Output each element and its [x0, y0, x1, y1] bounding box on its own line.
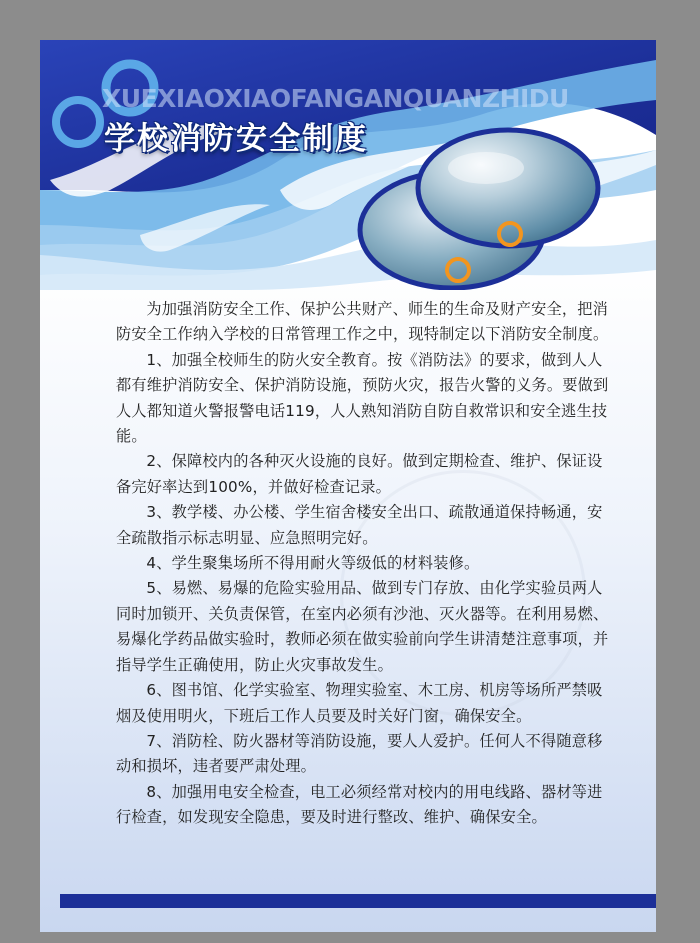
- rule-paragraph-7: 7、消防栓、防火器材等消防设施，要人人爱护。任何人不得随意移动和损坏，违者要严肃处理。: [116, 731, 603, 776]
- poster: [40, 40, 656, 932]
- bottom-bar: [60, 894, 656, 908]
- rule-paragraph-1: 1、加强全校师生的防火安全教育。按《消防法》的要求，做到人人都有维护消防安全、保护消防设施，预防火灾，报告火警的义务。要做到人人都知道火警报警电话119，人人熟知消防自防自救常识和安全逃生技能。: [116, 350, 609, 446]
- rule-paragraph-3: 3、教学楼、办公楼、学生宿舍楼安全出口、疏散通道保持畅通，安全疏散指示标志明显、应急照明完好。: [116, 503, 603, 547]
- regulation-body: [116, 297, 612, 831]
- header-wave-art: [40, 40, 656, 290]
- rule-paragraph-2: 2、保障校内的各种灭火设施的良好。做到定期检查、维护、保证设备完好率达到100%，并做好检查记录。: [116, 452, 603, 496]
- rule-paragraph-4: 4、学生聚集场所不得用耐火等级低的材料装修。: [146, 554, 480, 573]
- page-title: 学校消防安全制度: [104, 121, 368, 157]
- rule-paragraph-8: 8、加强用电安全检查，电工必须经常对校内的用电线路、器材等进行检查，如发现安全隐患，要及时进行整改、维护、确保安全。: [116, 782, 603, 827]
- romanized-title: XUEXIAOXIAOFANGANQUANZHIDU: [102, 84, 569, 113]
- rule-paragraph-5: 5、易燃、易爆的危险实验用品、做到专门存放、由化学实验员两人同时加锁开、关负责保管，在室内必须有沙池、灭火器等。在利用易燃、易爆化学药品做实验时，教师必须在做实验前向学生讲清楚注意事项，并指导学生正确使用，防止火灾事故发生。: [116, 579, 609, 674]
- rule-paragraph-6: 6、图书馆、化学实验室、物理实验室、木工房、机房等场所严禁吸烟及使用明火，下班后工作人员要及时关好门窗，确保安全。: [116, 681, 603, 725]
- intro-paragraph: 为加强消防安全工作、保护公共财产、师生的生命及财产安全，把消防安全工作纳入学校的日常管理工作之中，现特制定以下消防安全制度。: [116, 300, 609, 344]
